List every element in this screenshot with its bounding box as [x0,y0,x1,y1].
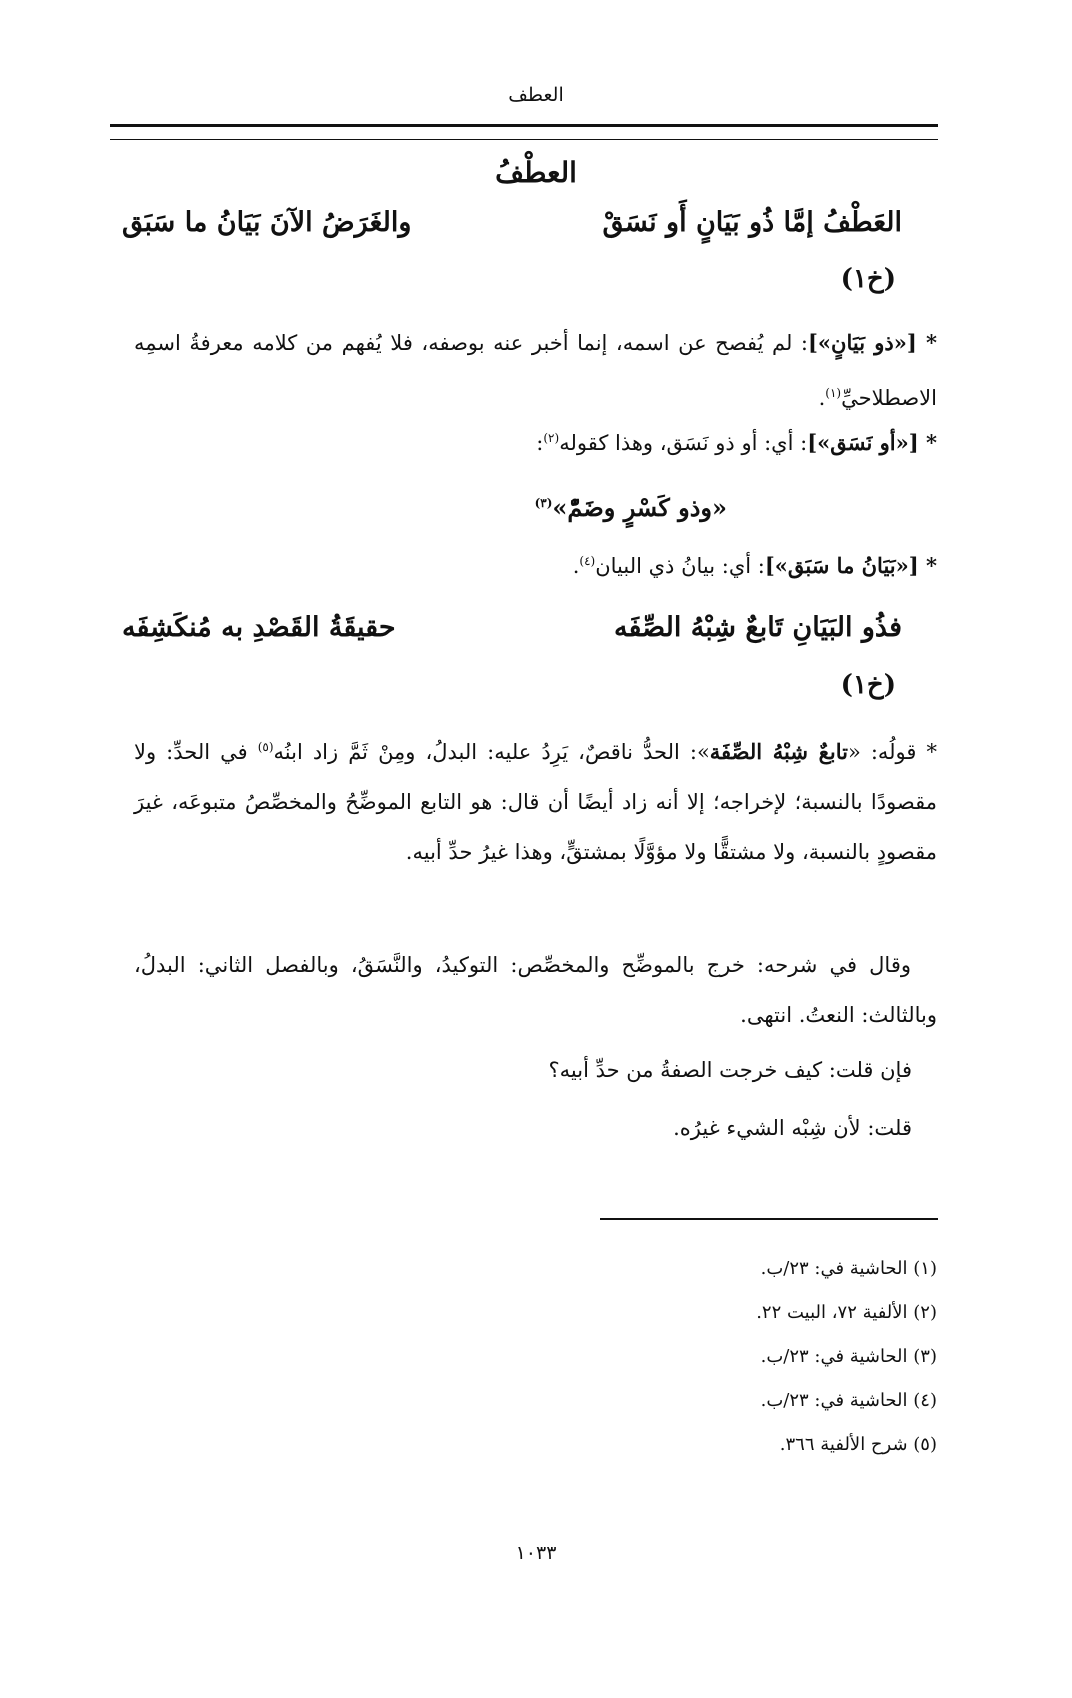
commentary-2-text: : أي: أو ذو نَسَق، وهذا كقوله [559,431,808,455]
commentary-4-lemma: تابعٌ شِبْهُ الصِّفَة [709,739,848,764]
commentary-3-text: : أي: بيانُ ذي البيان [595,554,765,578]
running-header: العطف [508,84,564,106]
chapter-title: العطْفُ [495,156,577,189]
footnote-ref-5: (٥) [257,740,274,754]
verse-1-first-hemistich: العَطْفُ إمَّا ذُو بَيَانٍ أَو نَسَقْ [602,207,902,238]
page-number: ١٠٣٣ [515,1542,557,1564]
paragraph-6: فإن قلت: كيف خرجت الصفةُ من حدِّ أبيه؟ [548,1058,912,1082]
paragraph-5: وقال في شرحه: خرج بالموضِّح والمخصِّص: التوكيدُ، والنَّسَقُ، وبالفصل الثاني: البدلُ، وبالثالث: النعتُ. انتهى. [134,953,937,1027]
footnote-5: (٥) شرح الألفية ٣٦٦. [779,1434,937,1455]
footnote-rule [600,1218,938,1220]
commentary-3: * [«بَيَانُ ما سَبَق»]: أي: بيانُ ذي البيان$^{(٤)}$. [572,553,937,578]
commentary-4-text-a: »: الحدُّ ناقصٌ، يَرِدُ عليه: البدلُ، ومِنْ ثَمَّ زاد ابنُه [273,740,710,764]
quote-text: «وذو كَسْرٍ وضَمّْ» [552,493,727,522]
header-rule-thick [110,124,938,127]
footnote-1: (١) الحاشية في: ٢٣/ب. [760,1258,937,1279]
header-rule-thin [110,139,938,140]
commentary-3-lemma: * [«بَيَانُ ما سَبَق»] [764,553,937,578]
commentary-1-lemma: * [«ذو بَيَانٍ»] [808,330,937,355]
footnote-ref-3: (٣) [534,496,553,510]
footnote-2: (٢) الألفية ٧٢، البيت ٢٢. [756,1302,937,1323]
footnote-ref-2: (٢) [543,431,560,445]
commentary-2: * [«أو نَسَق»]: أي: أو ذو نَسَق، وهذا كقوله$^{(٢)}$: [536,430,937,455]
footnote-ref-1: (١) [825,386,842,400]
commentary-2-lemma: * [«أو نَسَق»] [807,430,937,455]
footnote-3: (٣) الحاشية في: ٢٣/ب. [760,1346,937,1367]
quote-line [535,493,727,522]
verse-2-first-hemistich: فذُو البَيَانِ تَابعٌ شِبْهُ الصِّفَه [614,612,902,643]
commentary-4 [134,722,937,877]
commentary-1: * [«ذو بَيَانٍ»]: لم يُفصح عن اسمه، إنما أخبر عنه بوصفه، فلا يُفهم من كلامه معرفةُ اسمِه الاصطلاحيِّ$^{(١)}$. [134,330,937,410]
verse-2-marker: (خ١) [840,670,896,700]
paragraph-7: قلت: لأن شِبْه الشيء غيرُه. [673,1116,912,1140]
footnote-ref-4: (٤) [579,554,596,568]
commentary-4-text-b: في الحدِّ: ولا مقصودًا بالنسبة؛ لإخراجه؛ إلا أنه زاد أيضًا أن قال: هو التابع الموضِّحُ والمخصِّصُ متبوعَه، غيرَ مقصودٍ بالنسبة، ولا مشتقًّا ولا مؤوَّلًا بمشتقٍّ، وهذا غيرُ حدِّ أبيه. [134,740,937,864]
verse-1-marker: (خ١) [840,264,896,294]
commentary-1-text: : لم يُفصح عن اسمه، إنما أخبر عنه بوصفه، فلا يُفهم من كلامه معرفةُ اسمِه الاصطلاحيِّ [134,331,937,410]
verse-2-second-hemistich: حقيقَةُ القَصْدِ به مُنكَشِفَه [122,612,396,643]
verse-1 [122,207,902,247]
verse-1-second-hemistich: والغَرَضُ الآنَ بَيَانُ ما سَبَق [122,207,412,238]
commentary-4-intro: * قولُه: « [847,740,937,764]
footnote-4: (٤) الحاشية في: ٢٣/ب. [760,1390,937,1411]
verse-2 [122,612,902,652]
